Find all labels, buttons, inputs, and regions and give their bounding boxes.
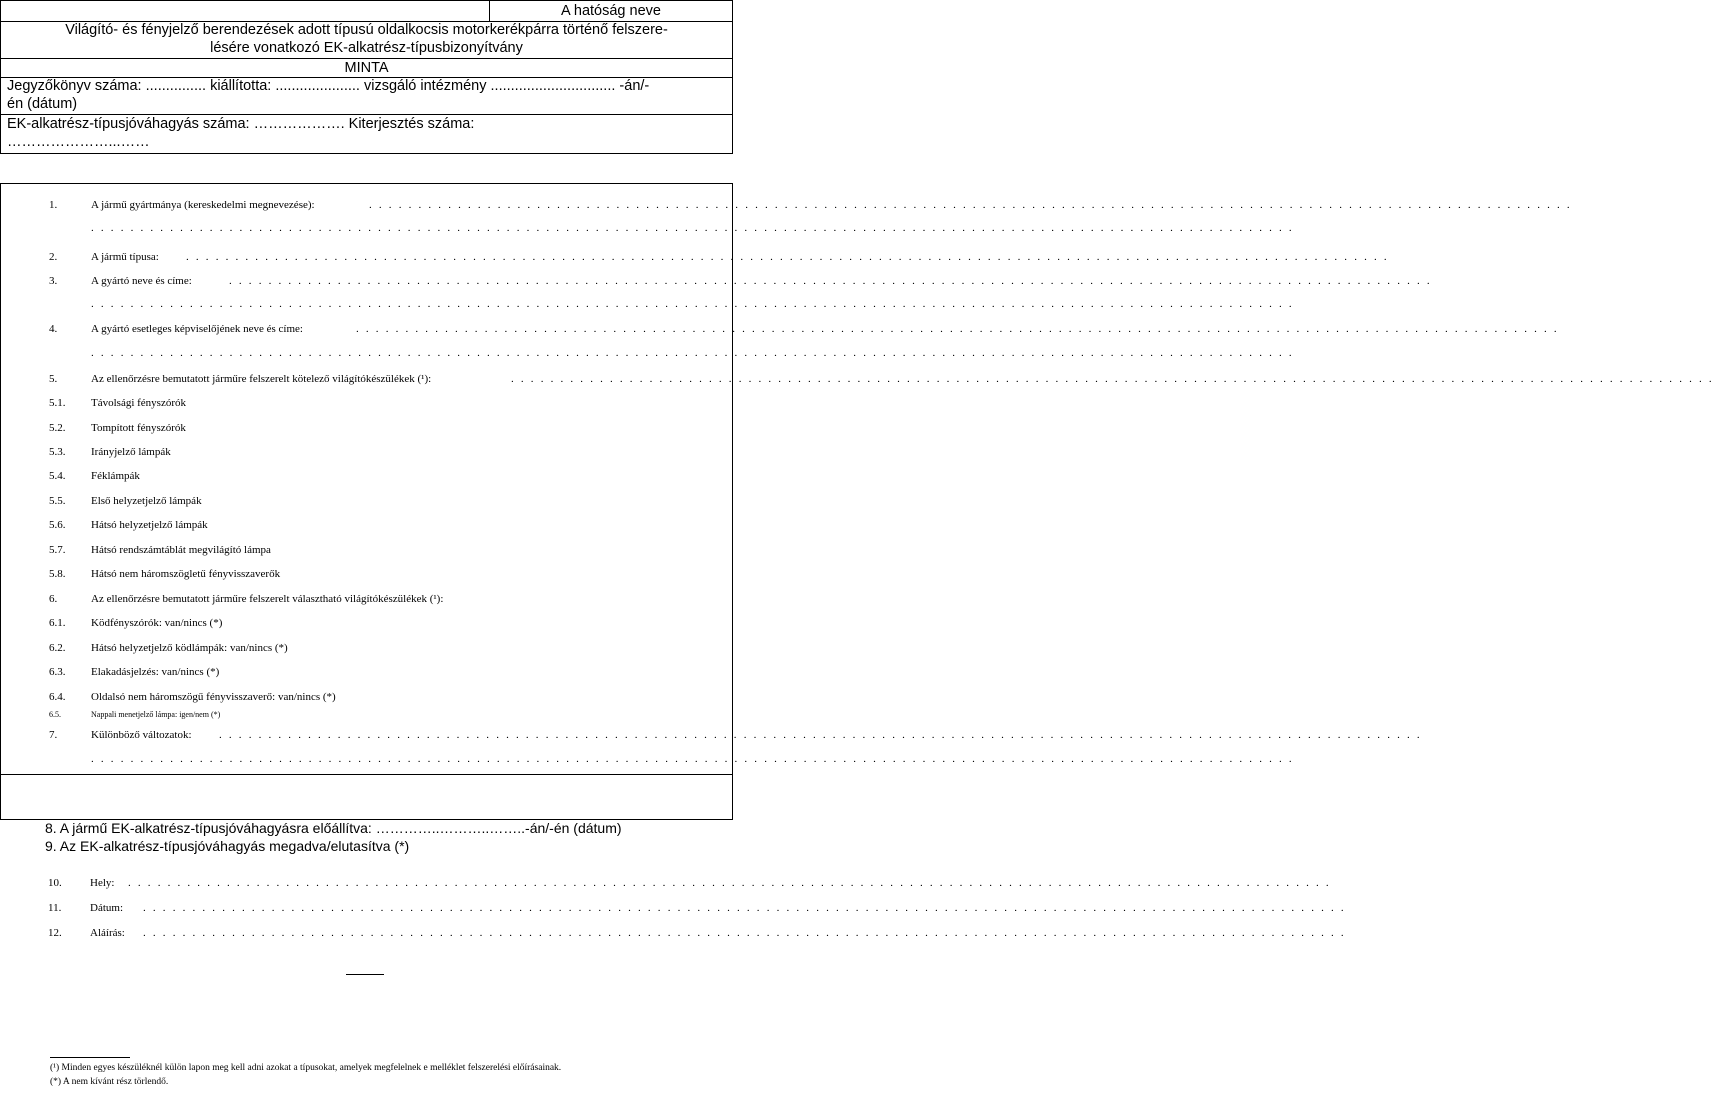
item-number: 10.	[48, 877, 62, 889]
item-label: Féklámpák	[91, 470, 140, 482]
item-number: 6.	[49, 593, 58, 605]
fill-in-dots[interactable]: . . . . . . . . . . . . . . . . . . . . . . . . . . . . . . . . . . . . . . . . . . . . . . . . . . . . . . . . . . . . . . . . . . . . . . . . . . . . . . . . . . . . . . . . . . . . . . . . . . . . . . . . . . . . . . . . . . . . . . . . . .	[511, 373, 1714, 385]
item-label: Különböző változatok:	[91, 729, 192, 741]
certificate-title	[1, 21, 732, 58]
item-number: 12.	[48, 927, 62, 939]
item-label: Az ellenőrzésre bemutatott járműre felszerelt választható világítókészülékek (¹):	[91, 593, 444, 605]
protocol-line2: én (dátum)	[7, 95, 78, 112]
form-header-table	[0, 0, 733, 154]
fill-in-dots[interactable]: . . . . . . . . . . . . . . . . . . . . . . . . . . . . . . . . . . . . . . . . . . . . . . . . . . . . . . . . . . . . . . . . . . . . . . . . . . . . . . . . . . . . . . . . . . . . . . . . . . . . . . . . . . . . . . . . . . . . . . . . . .	[219, 729, 1422, 741]
fill-in-dots-continuation[interactable]: . . . . . . . . . . . . . . . . . . . . . . . . . . . . . . . . . . . . . . . . . . . . . . . . . . . . . . . . . . . . . . . . . . . . . . . . . . . . . . . . . . . . . . . . . . . . . . . . . . . . . . . . . . . . . . . . . . . . . . . . . .	[91, 753, 1294, 765]
fill-in-dots-continuation[interactable]: . . . . . . . . . . . . . . . . . . . . . . . . . . . . . . . . . . . . . . . . . . . . . . . . . . . . . . . . . . . . . . . . . . . . . . . . . . . . . . . . . . . . . . . . . . . . . . . . . . . . . . . . . . . . . . . . . . . . . . . . . .	[91, 347, 1294, 359]
fill-in-dots[interactable]: . . . . . . . . . . . . . . . . . . . . . . . . . . . . . . . . . . . . . . . . . . . . . . . . . . . . . . . . . . . . . . . . . . . . . . . . . . . . . . . . . . . . . . . . . . . . . . . . . . . . . . . . . . . . . . . . . . . . . . . . . .	[143, 902, 1346, 914]
fill-in-dots-continuation[interactable]: . . . . . . . . . . . . . . . . . . . . . . . . . . . . . . . . . . . . . . . . . . . . . . . . . . . . . . . . . . . . . . . . . . . . . . . . . . . . . . . . . . . . . . . . . . . . . . . . . . . . . . . . . . . . . . . . . . . . . . . . . .	[91, 298, 1294, 310]
item-label: A jármű gyártmánya (kereskedelmi megnevezése):	[91, 199, 315, 211]
authority-name: A hatóság neve	[489, 1, 732, 21]
item-label: Első helyzetjelző lámpák	[91, 495, 202, 507]
item-label: Elakadásjelzés: van/nincs (*)	[91, 666, 220, 678]
item-number: 6.1.	[49, 617, 66, 629]
item-number: 6.2.	[49, 642, 66, 654]
item-number: 6.4.	[49, 691, 66, 703]
item-number: 5.2.	[49, 422, 66, 434]
protocol-row	[1, 77, 732, 114]
item-number: 3.	[49, 275, 58, 287]
footnote-1: (¹) Minden egyes készüléknél külön lapon meg kell adni azokat a típusokat, amelyek megfelelnek e melléklet felszerelési előírásainak.	[50, 1063, 562, 1073]
item-number: 6.5.	[49, 710, 61, 719]
protocol-line1: Jegyzőkönyv száma: ............... kiállította: ..................... vizsgáló intézmény ............................... -án/-	[7, 78, 650, 94]
item-number: 5.7.	[49, 544, 66, 556]
item-label: Oldalsó nem háromszögű fényvisszaverő: van/nincs (*)	[91, 691, 336, 703]
fill-in-dots-continuation[interactable]: . . . . . . . . . . . . . . . . . . . . . . . . . . . . . . . . . . . . . . . . . . . . . . . . . . . . . . . . . . . . . . . . . . . . . . . . . . . . . . . . . . . . . . . . . . . . . . . . . . . . . . . . . . . . . . . . . . . . . . . . . .	[91, 222, 1294, 234]
item-number: 5.6.	[49, 519, 66, 531]
certificate-title-line2: lésére vonatkozó EK-alkatrész-típusbizonyítvány	[210, 39, 523, 56]
sample-label: MINTA	[1, 58, 732, 77]
item-label: Az ellenőrzésre bemutatott járműre felszerelt kötelező világítókészülékek (¹):	[91, 373, 432, 385]
item-number: 5.	[49, 373, 58, 385]
item-number: 4.	[49, 323, 58, 335]
fill-in-dots[interactable]: . . . . . . . . . . . . . . . . . . . . . . . . . . . . . . . . . . . . . . . . . . . . . . . . . . . . . . . . . . . . . . . . . . . . . . . . . . . . . . . . . . . . . . . . . . . . . . . . . . . . . . . . . . . . . . . . . . . . . . . . . .	[356, 323, 1559, 335]
box-separator	[1, 774, 732, 775]
item-number: 5.1.	[49, 397, 66, 409]
fill-in-dots[interactable]: . . . . . . . . . . . . . . . . . . . . . . . . . . . . . . . . . . . . . . . . . . . . . . . . . . . . . . . . . . . . . . . . . . . . . . . . . . . . . . . . . . . . . . . . . . . . . . . . . . . . . . . . . . . . . . . . . . . . . . . . . .	[143, 927, 1346, 939]
item-number: 5.5.	[49, 495, 66, 507]
item-number: 5.8.	[49, 568, 66, 580]
separator-line	[346, 974, 384, 975]
item-label: Hátsó rendszámtáblát megvilágító lámpa	[91, 544, 271, 556]
item-label: Irányjelző lámpák	[91, 446, 171, 458]
item-label: A gyártó esetleges képviselőjének neve és címe:	[91, 323, 303, 335]
item-number: 5.3.	[49, 446, 66, 458]
item-label: Ködfényszórók: van/nincs (*)	[91, 617, 223, 629]
item-label: Távolsági fényszórók	[91, 397, 186, 409]
certificate-title-line1: Világító- és fényjelző berendezések adott típusú oldalkocsis motorkerékpárra történő felszere-	[65, 22, 668, 38]
item-label: Hely:	[90, 877, 115, 889]
fill-in-dots[interactable]: . . . . . . . . . . . . . . . . . . . . . . . . . . . . . . . . . . . . . . . . . . . . . . . . . . . . . . . . . . . . . . . . . . . . . . . . . . . . . . . . . . . . . . . . . . . . . . . . . . . . . . . . . . . . . . . . . . . . . . . . . .	[186, 251, 1389, 263]
item-number: 2.	[49, 251, 58, 263]
approval-line1: EK-alkatrész-típusjóváhagyás száma: ………………. Kiterjesztés száma:	[7, 116, 475, 132]
item-label: Nappali menetjelző lámpa: igen/nem (*)	[91, 710, 221, 719]
item-number: 5.4.	[49, 470, 66, 482]
item-label: Aláírás:	[90, 927, 125, 939]
fill-in-dots[interactable]: . . . . . . . . . . . . . . . . . . . . . . . . . . . . . . . . . . . . . . . . . . . . . . . . . . . . . . . . . . . . . . . . . . . . . . . . . . . . . . . . . . . . . . . . . . . . . . . . . . . . . . . . . . . . . . . . . . . . . . . . . .	[128, 877, 1331, 889]
item-label: Dátum:	[90, 902, 123, 914]
footnote-2: (*) A nem kívánt rész törlendő.	[50, 1077, 169, 1087]
fill-in-dots[interactable]: . . . . . . . . . . . . . . . . . . . . . . . . . . . . . . . . . . . . . . . . . . . . . . . . . . . . . . . . . . . . . . . . . . . . . . . . . . . . . . . . . . . . . . . . . . . . . . . . . . . . . . . . . . . . . . . . . . . . . . . . . .	[229, 275, 1432, 287]
item-number: 6.3.	[49, 666, 66, 678]
item-label: A jármű típusa:	[91, 251, 159, 263]
fill-in-dots[interactable]: . . . . . . . . . . . . . . . . . . . . . . . . . . . . . . . . . . . . . . . . . . . . . . . . . . . . . . . . . . . . . . . . . . . . . . . . . . . . . . . . . . . . . . . . . . . . . . . . . . . . . . . . . . . . . . . . . . . . . . . . . .	[369, 199, 1572, 211]
items-box	[0, 183, 1714, 820]
item-number: 7.	[49, 729, 58, 741]
item-number: 11.	[48, 902, 62, 914]
item-label: Hátsó helyzetjelző lámpák	[91, 519, 208, 531]
item-label: A gyártó neve és címe:	[91, 275, 192, 287]
approval-row	[1, 114, 732, 153]
item-number: 1.	[49, 199, 58, 211]
line-8: 8. A jármű EK-alkatrész-típusjóváhagyásra előállítva: …………..………..……..-án/-én (dátum)	[45, 820, 622, 836]
item-label: Hátsó nem háromszögletű fényvisszaverők	[91, 568, 281, 580]
authority-row	[1, 1, 732, 21]
approval-line2: …………………...……	[7, 134, 150, 150]
item-label: Hátsó helyzetjelző ködlámpák: van/nincs (*)	[91, 642, 288, 654]
line-9: 9. Az EK-alkatrész-típusjóváhagyás megadva/elutasítva (*)	[45, 838, 410, 854]
footnote-rule	[50, 1057, 130, 1058]
item-label: Tompított fényszórók	[91, 422, 186, 434]
